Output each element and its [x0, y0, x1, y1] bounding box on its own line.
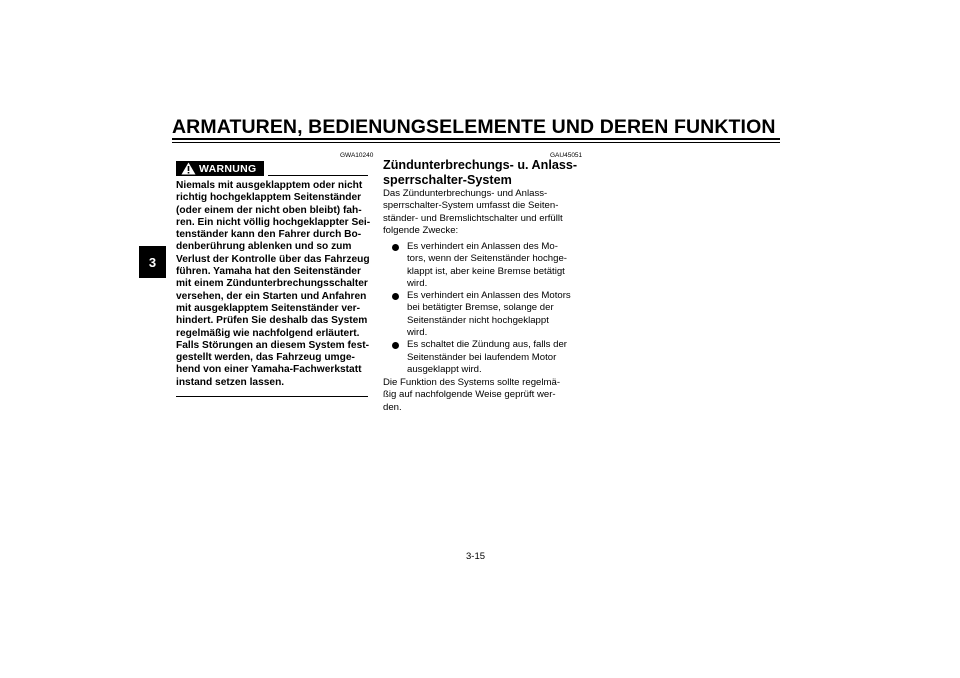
warning-line: richtig hochgeklapptem Seitenständer — [176, 192, 362, 204]
body-line: Das Zündunterbrechungs- und Anlass- — [383, 188, 548, 199]
bullet-line: klappt ist, aber keine Bremse betätigt — [407, 265, 565, 277]
bullet-line: tors, wenn der Seitenständer hochge- — [407, 253, 567, 265]
warning-line: ren. Ein nicht völlig hochgeklappter Sei- — [176, 216, 371, 228]
warning-line: mit einem Zündunterbrechungsschalter — [176, 278, 368, 290]
page-number: 3-15 — [466, 551, 486, 562]
bullet-line: bei betätigter Bremse, solange der — [407, 302, 554, 314]
bullet-icon — [392, 342, 399, 349]
warning-line: denberührung ablenken und so zum — [176, 241, 352, 253]
warning-line: instand setzen lassen. — [176, 376, 285, 388]
section-intro — [383, 188, 563, 237]
warning-line: hend von einer Yamaha-Fachwerkstatt — [176, 364, 362, 376]
warning-line: Niemals mit ausgeklapptem oder nicht — [176, 180, 363, 191]
warning-line: führen. Yamaha hat den Seitenständer — [176, 266, 361, 278]
body-line: sperrschalter-System umfasst die Seiten- — [383, 200, 559, 212]
warning-rule-bottom — [176, 396, 368, 397]
section-heading-line: sperrschalter-System — [383, 172, 512, 187]
header-rule-thin — [172, 142, 780, 143]
bullet-icon — [392, 244, 399, 251]
body-line: den. — [383, 401, 402, 413]
warning-label: WARNUNG — [199, 162, 257, 175]
bullet-line: wird. — [407, 327, 428, 339]
bullet-line: ausgeklappt wird. — [407, 363, 482, 375]
section-heading — [383, 158, 583, 187]
body-line: ßig auf nachfolgende Weise geprüft wer- — [383, 389, 556, 401]
list-item — [392, 290, 592, 339]
warning-line: Falls Störungen an diesem System fest- — [176, 339, 370, 351]
section-code: GAU45051 — [550, 152, 583, 159]
warning-triangle-icon — [181, 162, 196, 175]
bullet-list — [392, 241, 592, 376]
warning-line: gestellt werden, das Fahrzeug umge- — [176, 352, 355, 364]
list-item — [392, 241, 592, 290]
bullet-line: Es verhindert ein Anlassen des Mo- — [407, 241, 558, 252]
page-header-title: ARMATUREN, BEDIENUNGSELEMENTE UND DEREN FUNKTION — [172, 116, 776, 138]
section-heading-line: Zündunterbrechungs- u. Anlass- — [383, 158, 578, 172]
warning-rule-top — [268, 175, 368, 176]
warning-line: tenständer kann den Fahrer durch Bo- — [176, 229, 362, 241]
chapter-tab: 3 — [139, 246, 166, 278]
warning-line: regelmäßig wie nachfolgend erläutert. — [176, 327, 360, 339]
bullet-icon — [392, 293, 399, 300]
bullet-line: wird. — [407, 277, 428, 289]
body-line: folgende Zwecke: — [383, 224, 459, 236]
warning-line: mit ausgeklapptem Seitenständer ver- — [176, 302, 361, 314]
warning-text — [176, 180, 371, 389]
bullet-line: Es verhindert ein Anlassen des Motors — [407, 290, 571, 302]
list-item — [392, 339, 592, 376]
warning-line: (oder einem der nicht oben bleibt) fah- — [176, 204, 362, 216]
bullet-line: Es schaltet die Zündung aus, falls der — [407, 339, 567, 351]
section-outro — [383, 377, 560, 414]
warning-line: versehen, der ein Starten und Anfahren — [176, 290, 367, 302]
header-rule — [172, 138, 780, 140]
bullet-line: Seitenständer bei laufendem Motor — [407, 351, 557, 363]
warning-line: Verlust der Kontrolle über das Fahrzeug — [176, 253, 370, 265]
warning-banner — [176, 161, 264, 176]
bullet-line: Seitenständer nicht hochgeklappt — [407, 314, 549, 326]
body-line: Die Funktion des Systems sollte regelmä- — [383, 377, 561, 388]
warning-code: GWA10240 — [340, 152, 374, 159]
body-line: ständer- und Bremslichtschalter und erfüllt — [383, 212, 563, 224]
warning-line: hindert. Prüfen Sie deshalb das System — [176, 315, 368, 327]
